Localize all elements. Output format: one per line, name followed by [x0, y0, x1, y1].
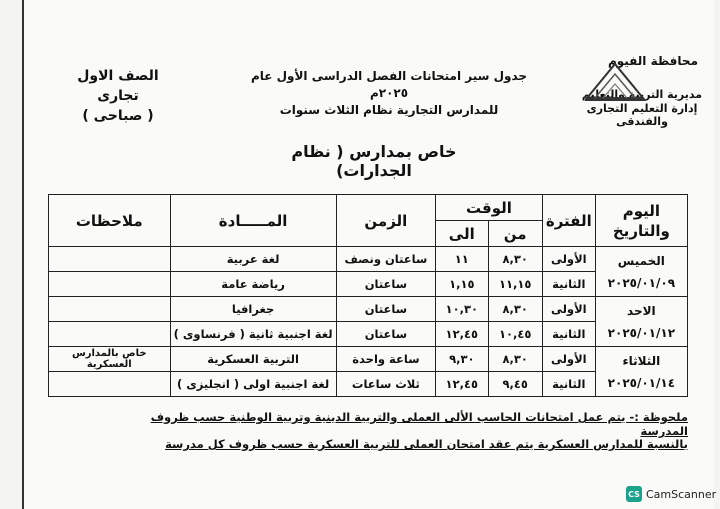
from-cell: ٨,٣٠ — [488, 347, 542, 372]
grade-line-3: ( صباحى ) — [82, 108, 154, 124]
header-period: الفترة — [542, 195, 595, 247]
note-cell — [49, 272, 171, 297]
header-duration: الزمن — [336, 195, 435, 247]
grade-line-1: الصف الاول — [77, 68, 159, 84]
administration: إدارة التعليم التجارى والفندقى — [586, 102, 698, 128]
directorate: مديرية التربية والتعليم — [581, 88, 703, 101]
header-subject: المـــــادة — [170, 195, 336, 247]
day-name: الثلاثاء — [622, 353, 661, 368]
period-cell: الأولى — [542, 347, 595, 372]
from-cell: ٨,٣٠ — [488, 297, 542, 322]
exam-schedule-table — [48, 194, 688, 397]
duration-cell: ساعتان — [336, 322, 435, 347]
header-notes: ملاحظات — [49, 195, 171, 247]
table-row — [49, 347, 688, 372]
table-row — [49, 297, 688, 322]
to-cell: ٩,٣٠ — [436, 347, 488, 372]
from-cell: ٨,٣٠ — [488, 247, 542, 272]
day-cell — [595, 247, 687, 297]
day-cell — [595, 297, 687, 347]
grade-info — [58, 66, 178, 126]
note-line-2: بالنسبة للمدارس العسكرية يتم عقد امتحان العملى للتربية العسكرية حسب ظروف كل مدرسة — [165, 437, 688, 451]
duration-cell: ساعة واحدة — [336, 347, 435, 372]
from-cell: ١٠,٤٥ — [488, 322, 542, 347]
period-cell: الأولى — [542, 247, 595, 272]
to-cell: ١١ — [436, 247, 488, 272]
day-name: الاحد — [627, 303, 656, 318]
table-row — [49, 247, 688, 272]
note-cell — [49, 247, 171, 272]
camscanner-icon: CS — [626, 486, 642, 502]
duration-cell: ساعتان — [336, 272, 435, 297]
subject-cell: رياضة عامة — [170, 272, 336, 297]
document-title — [244, 68, 534, 119]
table-row — [49, 322, 688, 347]
ministry-logo-icon — [581, 54, 649, 106]
period-cell: الأولى — [542, 297, 595, 322]
period-cell: الثانية — [542, 272, 595, 297]
day-date: ٢٠٢٥/٠١/١٢ — [607, 325, 676, 340]
to-cell: ١٠,٣٠ — [436, 297, 488, 322]
note-cell — [49, 372, 171, 397]
to-cell: ١٢,٤٥ — [436, 322, 488, 347]
duration-cell: ساعتان — [336, 297, 435, 322]
header-to: الى — [436, 221, 488, 247]
note-cell: خاص بالمدارس العسكرية — [49, 347, 171, 372]
title-line-1: جدول سير امتحانات الفصل الدراسى الأول عام ٢٠٢٥م — [250, 69, 528, 100]
to-cell: ١,١٥ — [436, 272, 488, 297]
note-cell — [49, 322, 171, 347]
camscanner-label: CamScanner — [646, 487, 717, 501]
schools-subtitle: خاص بمدارس ( نظام الجدارات) — [291, 142, 457, 180]
day-cell — [595, 347, 687, 397]
day-date: ٢٠٢٥/٠١/١٤ — [607, 375, 676, 390]
duration-cell: ساعتان ونصف — [336, 247, 435, 272]
table-row — [49, 372, 688, 397]
grade-line-2: تجارى — [97, 88, 139, 104]
camscanner-watermark — [626, 484, 716, 504]
to-cell: ١٢,٤٥ — [436, 372, 488, 397]
subject-cell: لغة اجنبية اولى ( انجليزى ) — [170, 372, 336, 397]
note-cell — [49, 297, 171, 322]
subject-cell: لغة اجنبية ثانية ( فرنساوى ) — [170, 322, 336, 347]
title-line-2: للمدارس التجارية نظام الثلاث سنوات — [279, 103, 499, 117]
day-date: ٢٠٢٥/٠١/٠٩ — [607, 275, 676, 290]
period-cell: الثانية — [542, 372, 595, 397]
subject-cell: جغرافيا — [170, 297, 336, 322]
header-time: الوقت — [436, 195, 543, 221]
header-from: من — [488, 221, 542, 247]
subject-cell: التربية العسكرية — [170, 347, 336, 372]
period-cell: الثانية — [542, 322, 595, 347]
table-row — [49, 272, 688, 297]
header-day-date: اليوم والتاريخ — [595, 195, 687, 247]
note-line-1: ملحوظة :- يتم عمل امتحانات الحاسب الألى العملى والتربية الدينية وتربية الوطنية حسب ظروف المدرسة — [150, 410, 688, 438]
from-cell: ٩,٤٥ — [488, 372, 542, 397]
duration-cell: ثلاث ساعات — [336, 372, 435, 397]
subject-cell: لغة عربية — [170, 247, 336, 272]
day-name: الخميس — [617, 253, 665, 268]
governorate: محافظة الفيوم — [607, 54, 698, 68]
from-cell: ١١,١٥ — [488, 272, 542, 297]
